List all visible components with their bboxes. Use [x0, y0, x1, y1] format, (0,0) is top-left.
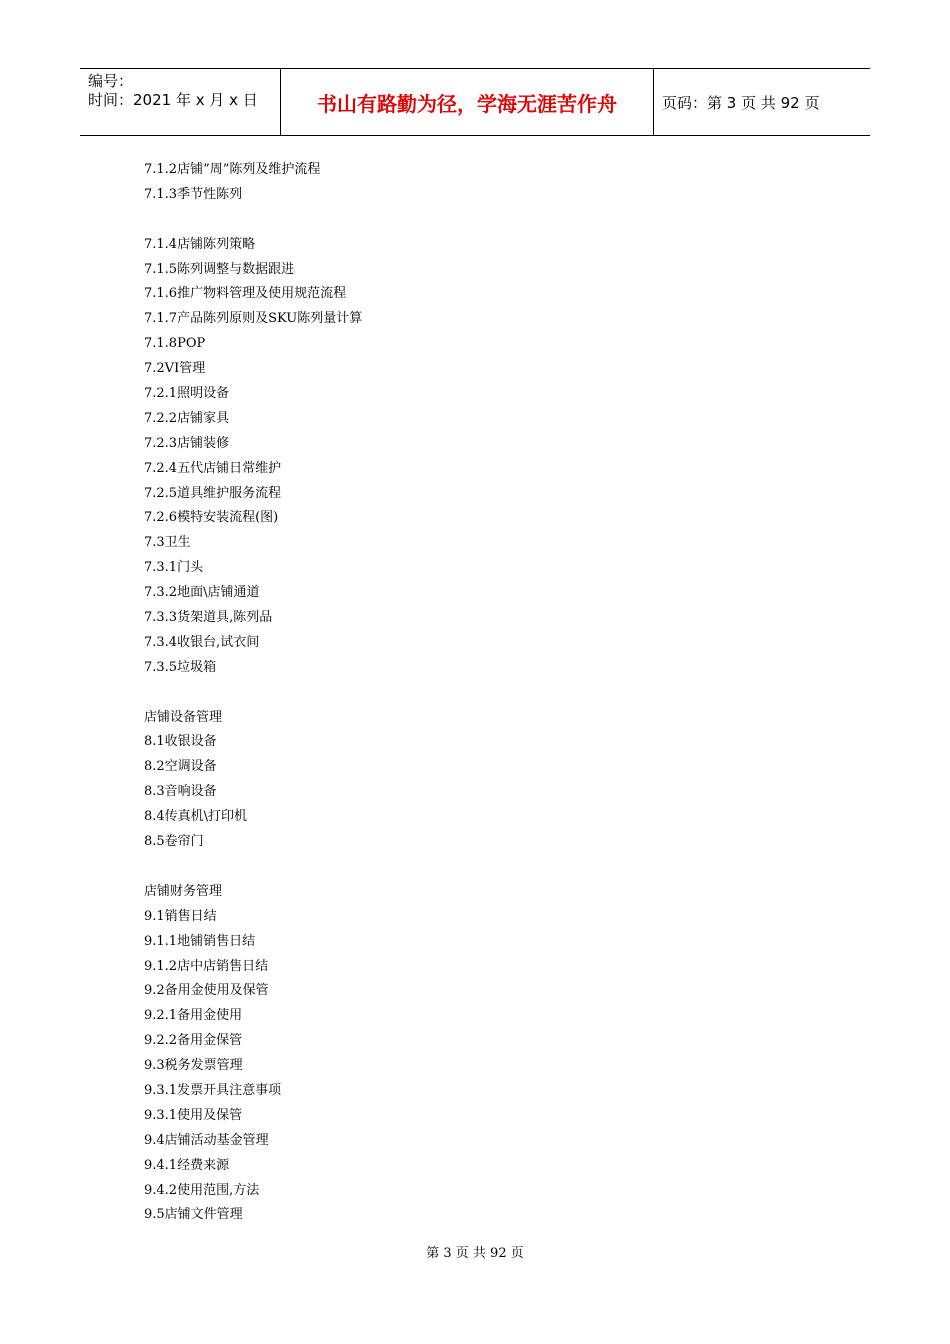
header-page-code: 页码：第 3 页 共 92 页 — [662, 94, 820, 112]
header-info-cell — [80, 69, 281, 135]
toc-item: 7.1.2店铺”周”陈列及维护流程 — [144, 162, 321, 177]
toc-item: 店铺财务管理 — [144, 883, 223, 899]
toc-item: 7.3卫生 — [144, 535, 191, 551]
toc-item: 9.1销售日结 — [144, 908, 217, 924]
document-time-label: 时间：2021 年 x 月 x 日 — [88, 91, 258, 109]
toc-item: 8.2空调设备 — [144, 759, 217, 775]
toc-item: 7.2.5道具维护服务流程 — [144, 485, 282, 501]
toc-item: 7.1.5陈列调整与数据跟进 — [144, 261, 295, 277]
toc-item: 8.4传真机\打印机 — [144, 809, 248, 825]
toc-item: 8.3音响设备 — [144, 784, 217, 800]
toc-item: 9.2.2备用金保管 — [144, 1033, 243, 1049]
page-footer: 第 3 页 共 92 页 — [426, 1246, 524, 1261]
page-header — [80, 68, 870, 136]
toc-item: 7.3.3货架道具,陈列品 — [144, 610, 273, 626]
toc-item — [144, 855, 844, 880]
document-number-label: 编号： — [88, 72, 134, 90]
table-of-contents — [144, 158, 844, 1228]
toc-item: 9.2.1备用金使用 — [144, 1008, 243, 1024]
header-motto: 书山有路勤为径，学海无涯苦作舟 — [317, 92, 617, 116]
toc-item — [144, 681, 844, 706]
toc-item: 9.1.2店中店销售日结 — [144, 958, 269, 974]
toc-item: 7.3.1门头 — [144, 560, 204, 576]
header-page-cell — [654, 69, 870, 135]
toc-item: 9.2备用金使用及保管 — [144, 983, 269, 999]
toc-item: 8.5卷帘门 — [144, 834, 204, 850]
toc-item: 8.1收银设备 — [144, 734, 217, 750]
toc-item: 9.5店铺文件管理 — [144, 1207, 243, 1223]
toc-item: 7.1.6推广物料管理及使用规范流程 — [144, 286, 347, 302]
toc-item: 7.3.4收银台,试衣间 — [144, 634, 260, 650]
toc-item: 7.1.3季节性陈列 — [144, 186, 243, 202]
toc-item: 7.2.1照明设备 — [144, 386, 230, 402]
toc-item: 7.2.3店铺装修 — [144, 435, 230, 451]
toc-item: 9.4.1经费来源 — [144, 1157, 230, 1173]
toc-item: 7.3.2地面\店铺通道 — [144, 585, 260, 601]
toc-item: 9.3.1发票开具注意事项 — [144, 1082, 282, 1098]
toc-item: 7.1.7产品陈列原则及SKU陈列量计算 — [144, 311, 363, 327]
toc-item: 7.1.8POP — [144, 336, 206, 352]
toc-item: 7.1.4店铺陈列策略 — [144, 236, 256, 252]
toc-item: 9.3.1使用及保管 — [144, 1107, 243, 1123]
toc-item: 9.4店铺活动基金管理 — [144, 1132, 269, 1148]
toc-item: 9.3税务发票管理 — [144, 1058, 243, 1074]
toc-item: 7.2.6模特安装流程(图) — [144, 510, 279, 526]
header-motto-cell — [281, 69, 654, 135]
toc-item: 7.2.2店铺家具 — [144, 410, 230, 426]
toc-item: 7.3.5垃圾箱 — [144, 659, 217, 675]
toc-item: 店铺设备管理 — [144, 709, 223, 725]
toc-item: 7.2VI管理 — [144, 361, 206, 377]
toc-item: 7.2.4五代店铺日常维护 — [144, 460, 282, 476]
toc-item: 9.1.1地铺销售日结 — [144, 933, 256, 949]
toc-item: 9.4.2使用范围,方法 — [144, 1182, 260, 1198]
toc-item — [144, 208, 844, 233]
